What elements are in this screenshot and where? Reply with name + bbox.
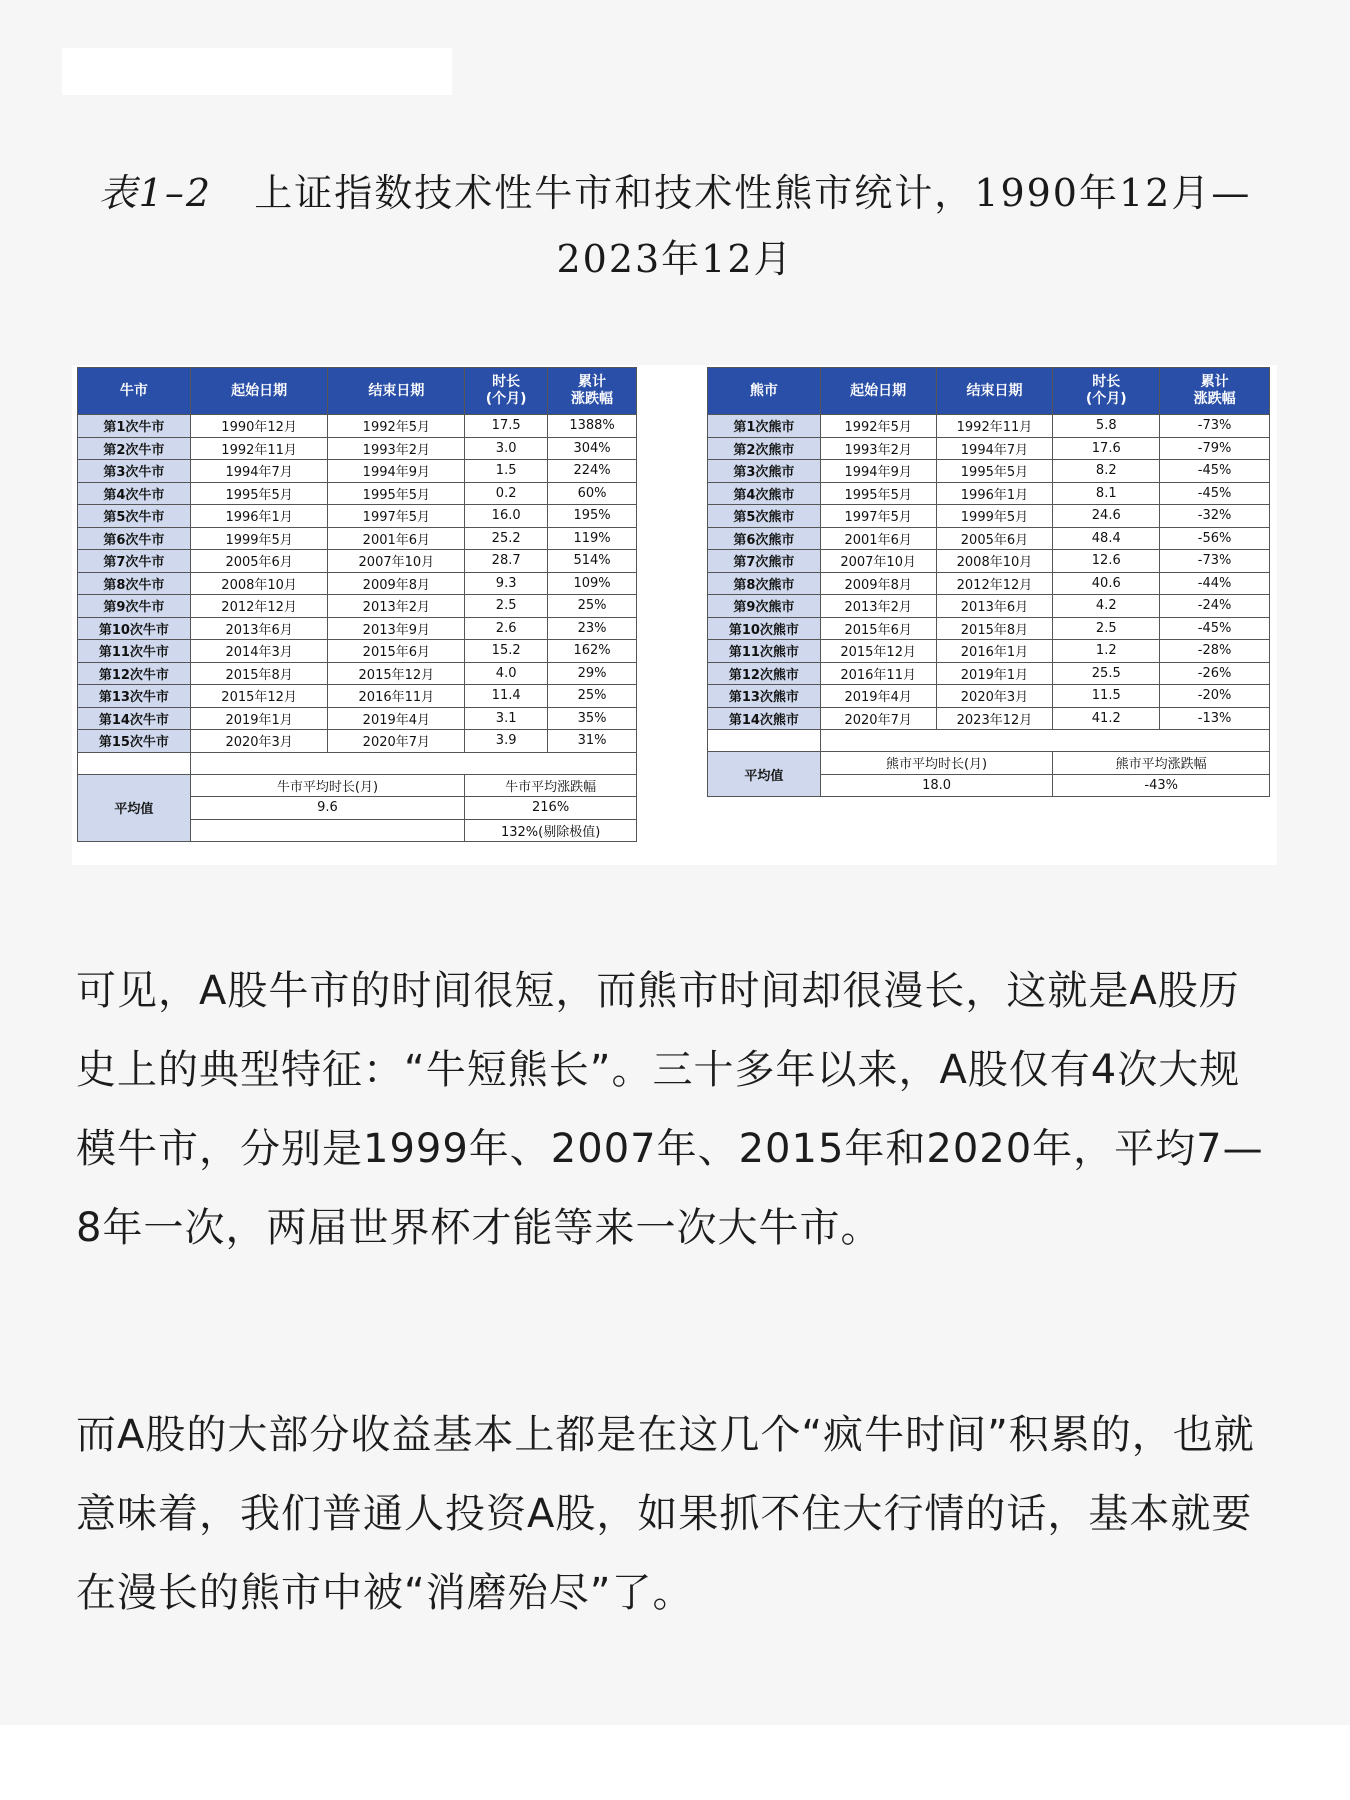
table-row	[78, 730, 637, 753]
table-cell: 2005年6月	[936, 527, 1053, 550]
spacer-row	[78, 752, 637, 774]
average-header-row	[78, 774, 637, 797]
table-cell: 2015年12月	[190, 685, 328, 708]
average-return-excl-value: 132%(剔除极值)	[465, 819, 637, 842]
table-row	[78, 640, 637, 663]
row-label: 第11次牛市	[78, 640, 191, 663]
table-row	[708, 707, 1270, 730]
table-row	[708, 527, 1270, 550]
average-return-value: 216%	[465, 797, 637, 820]
table-cell: 1992年5月	[328, 415, 465, 438]
spacer-cell	[190, 752, 636, 774]
row-label: 第11次熊市	[708, 640, 821, 663]
row-label: 第2次熊市	[708, 437, 821, 460]
column-header: 起始日期	[190, 368, 328, 415]
column-header: 时长 (个月)	[465, 368, 548, 415]
table-cell: 1995年5月	[936, 460, 1053, 483]
row-label: 第1次熊市	[708, 415, 821, 438]
table-cell: -45%	[1160, 482, 1270, 505]
table-cell: 2.5	[465, 595, 548, 618]
table-row	[708, 662, 1270, 685]
table-cell: 2015年8月	[190, 662, 328, 685]
table-cell: 1993年2月	[820, 437, 936, 460]
table-cell: 16.0	[465, 505, 548, 528]
table-cell: 3.0	[465, 437, 548, 460]
table-cell: 24.6	[1053, 505, 1160, 528]
row-label: 第8次牛市	[78, 572, 191, 595]
table-cell: -24%	[1160, 595, 1270, 618]
row-label: 第9次熊市	[708, 595, 821, 618]
table-cell: 2020年3月	[936, 685, 1053, 708]
row-label: 第7次牛市	[78, 550, 191, 573]
table-cell: 2.5	[1053, 617, 1160, 640]
table-cell: 17.6	[1053, 437, 1160, 460]
table-cell: 2012年12月	[190, 595, 328, 618]
table-cell: 304%	[548, 437, 637, 460]
table-row	[708, 572, 1270, 595]
table-row	[78, 685, 637, 708]
bull-header-row	[78, 368, 637, 415]
table-cell: 2015年6月	[328, 640, 465, 663]
column-header: 结束日期	[328, 368, 465, 415]
row-label: 第9次牛市	[78, 595, 191, 618]
table-cell: 2015年12月	[328, 662, 465, 685]
bear-table-body	[708, 415, 1270, 797]
table-cell: 1994年7月	[936, 437, 1053, 460]
spacer-cell	[708, 730, 821, 752]
table-row	[78, 572, 637, 595]
table-row	[78, 505, 637, 528]
table-row	[78, 527, 637, 550]
spacer-cell	[78, 752, 191, 774]
table-cell: 2008年10月	[936, 550, 1053, 573]
table-cell: 1992年11月	[936, 415, 1053, 438]
column-header: 累计 涨跌幅	[548, 368, 637, 415]
table-cell: 2013年6月	[936, 595, 1053, 618]
table-cell: 1996年1月	[936, 482, 1053, 505]
row-label: 第13次牛市	[78, 685, 191, 708]
table-cell: -28%	[1160, 640, 1270, 663]
average-duration-value: 9.6	[190, 797, 464, 820]
table-cell: 2008年10月	[190, 572, 328, 595]
row-label: 第14次熊市	[708, 707, 821, 730]
table-cell: 25.5	[1053, 662, 1160, 685]
table-row	[78, 460, 637, 483]
table-cell: 2019年4月	[328, 707, 465, 730]
table-cell: 1992年5月	[820, 415, 936, 438]
table-cell: 17.5	[465, 415, 548, 438]
table-cell: -20%	[1160, 685, 1270, 708]
table-cell: 162%	[548, 640, 637, 663]
table-cell: -73%	[1160, 550, 1270, 573]
table-caption	[70, 160, 1280, 292]
table-cell: -26%	[1160, 662, 1270, 685]
table-cell: 1999年5月	[936, 505, 1053, 528]
row-label: 第8次熊市	[708, 572, 821, 595]
table-row	[78, 550, 637, 573]
table-cell: 1990年12月	[190, 415, 328, 438]
table-cell: 2007年10月	[820, 550, 936, 573]
table-cell: 2016年1月	[936, 640, 1053, 663]
column-header: 累计 涨跌幅	[1160, 368, 1270, 415]
table-cell: 2019年1月	[936, 662, 1053, 685]
body-paragraph-1: 可见，A股牛市的时间很短，而熊市时间却很漫长，这就是A股历史上的典型特征：“牛短熊长”。三十多年以来，A股仅有4次大规模牛市，分别是1999年、2007年、2015年和2020年，平均7—8年一次，两届世界杯才能等来一次大牛市。	[76, 968, 1264, 1251]
table-cell: 23%	[548, 617, 637, 640]
table-row	[78, 437, 637, 460]
row-label: 第10次牛市	[78, 617, 191, 640]
table-cell: 1.2	[1053, 640, 1160, 663]
row-label: 第2次牛市	[78, 437, 191, 460]
table-cell: 4.0	[465, 662, 548, 685]
body-paragraph-2: 而A股的大部分收益基本上都是在这几个“疯牛时间”积累的，也就意味着，我们普通人投资A股，如果抓不住大行情的话，基本就要在漫长的熊市中被“消磨殆尽”了。	[76, 1412, 1255, 1616]
table-cell: -73%	[1160, 415, 1270, 438]
spacer-cell	[820, 730, 1269, 752]
table-cell: 29%	[548, 662, 637, 685]
table-cell: 2013年6月	[190, 617, 328, 640]
table-row	[708, 550, 1270, 573]
table-row	[708, 685, 1270, 708]
table-row	[78, 415, 637, 438]
empty-cell	[190, 819, 464, 842]
table-cell: -45%	[1160, 617, 1270, 640]
table-row	[708, 482, 1270, 505]
average-return-label: 熊市平均涨跌幅	[1053, 752, 1270, 775]
average-label: 平均值	[708, 752, 821, 797]
table-cell: 1996年1月	[190, 505, 328, 528]
row-label: 第12次牛市	[78, 662, 191, 685]
table-cell: 25%	[548, 685, 637, 708]
average-return-value: -43%	[1053, 774, 1270, 797]
table-cell: 1997年5月	[820, 505, 936, 528]
table-cell: 0.2	[465, 482, 548, 505]
table-cell: 28.7	[465, 550, 548, 573]
row-label: 第5次牛市	[78, 505, 191, 528]
column-header: 牛市	[78, 368, 191, 415]
row-label: 第10次熊市	[708, 617, 821, 640]
table-row	[708, 437, 1270, 460]
table-cell: 1995年5月	[328, 482, 465, 505]
table-row	[708, 460, 1270, 483]
table-cell: 2015年6月	[820, 617, 936, 640]
table-row	[708, 617, 1270, 640]
bear-market-table	[707, 367, 1270, 797]
table-cell: 2019年4月	[820, 685, 936, 708]
table-cell: 3.1	[465, 707, 548, 730]
table-cell: 8.2	[1053, 460, 1160, 483]
row-label: 第14次牛市	[78, 707, 191, 730]
table-cell: 2009年8月	[328, 572, 465, 595]
table-cell: 12.6	[1053, 550, 1160, 573]
caption-prefix: 表1–2	[98, 171, 213, 215]
table-cell: 2020年3月	[190, 730, 328, 753]
table-cell: 2014年3月	[190, 640, 328, 663]
table-cell: 224%	[548, 460, 637, 483]
table-row	[78, 482, 637, 505]
table-cell: 2015年12月	[820, 640, 936, 663]
table-cell: 2020年7月	[328, 730, 465, 753]
table-cell: 1992年11月	[190, 437, 328, 460]
table-cell: 15.2	[465, 640, 548, 663]
average-return-label: 牛市平均涨跌幅	[465, 774, 637, 797]
table-cell: 119%	[548, 527, 637, 550]
table-cell: 3.9	[465, 730, 548, 753]
table-cell: 2012年12月	[936, 572, 1053, 595]
table-row	[708, 505, 1270, 528]
table-cell: 60%	[548, 482, 637, 505]
average-label: 平均值	[78, 774, 191, 842]
table-cell: 48.4	[1053, 527, 1160, 550]
table-cell: 1994年9月	[328, 460, 465, 483]
blank-banner	[62, 48, 452, 95]
table-cell: 2016年11月	[820, 662, 936, 685]
spacer-row	[708, 730, 1270, 752]
tables-figure	[72, 365, 1277, 865]
table-cell: 195%	[548, 505, 637, 528]
table-row	[78, 595, 637, 618]
table-cell: 40.6	[1053, 572, 1160, 595]
table-cell: 5.8	[1053, 415, 1160, 438]
table-row	[708, 640, 1270, 663]
table-cell: 9.3	[465, 572, 548, 595]
bear-header-row	[708, 368, 1270, 415]
table-cell: 2013年9月	[328, 617, 465, 640]
column-header: 熊市	[708, 368, 821, 415]
row-label: 第3次牛市	[78, 460, 191, 483]
table-cell: 1.5	[465, 460, 548, 483]
table-cell: 1999年5月	[190, 527, 328, 550]
table-cell: 31%	[548, 730, 637, 753]
table-cell: 4.2	[1053, 595, 1160, 618]
table-cell: 8.1	[1053, 482, 1160, 505]
table-cell: 514%	[548, 550, 637, 573]
table-cell: 11.4	[465, 685, 548, 708]
bear-table-header	[708, 368, 1270, 415]
row-label: 第7次熊市	[708, 550, 821, 573]
table-cell: 2001年6月	[328, 527, 465, 550]
table-cell: 25.2	[465, 527, 548, 550]
table-cell: -79%	[1160, 437, 1270, 460]
table-cell: 2.6	[465, 617, 548, 640]
table-row	[708, 415, 1270, 438]
table-cell: 2009年8月	[820, 572, 936, 595]
table-cell: -32%	[1160, 505, 1270, 528]
table-cell: 2016年11月	[328, 685, 465, 708]
row-label: 第13次熊市	[708, 685, 821, 708]
table-cell: 2020年7月	[820, 707, 936, 730]
table-cell: 11.5	[1053, 685, 1160, 708]
table-cell: 2013年2月	[328, 595, 465, 618]
column-header: 时长 (个月)	[1053, 368, 1160, 415]
table-cell: 1997年5月	[328, 505, 465, 528]
row-label: 第4次牛市	[78, 482, 191, 505]
column-header: 结束日期	[936, 368, 1053, 415]
table-cell: 1995年5月	[820, 482, 936, 505]
table-row	[78, 617, 637, 640]
caption-title: 上证指数技术性牛市和技术性熊市统计，1990年12月—2023年12月	[254, 171, 1252, 281]
table-cell: 2013年2月	[820, 595, 936, 618]
table-cell: -44%	[1160, 572, 1270, 595]
table-cell: 2023年12月	[936, 707, 1053, 730]
table-cell: 1994年9月	[820, 460, 936, 483]
average-duration-label: 熊市平均时长(月)	[820, 752, 1053, 775]
table-cell: 1993年2月	[328, 437, 465, 460]
table-cell: 2001年6月	[820, 527, 936, 550]
column-header: 起始日期	[820, 368, 936, 415]
table-cell: 25%	[548, 595, 637, 618]
table-cell: -56%	[1160, 527, 1270, 550]
row-label: 第4次熊市	[708, 482, 821, 505]
table-cell: 2007年10月	[328, 550, 465, 573]
row-label: 第15次牛市	[78, 730, 191, 753]
average-duration-value: 18.0	[820, 774, 1053, 797]
row-label: 第3次熊市	[708, 460, 821, 483]
table-cell: 1995年5月	[190, 482, 328, 505]
average-header-row	[708, 752, 1270, 775]
row-label: 第6次熊市	[708, 527, 821, 550]
table-cell: 109%	[548, 572, 637, 595]
table-row	[78, 662, 637, 685]
average-duration-label: 牛市平均时长(月)	[190, 774, 464, 797]
table-cell: 41.2	[1053, 707, 1160, 730]
row-label: 第5次熊市	[708, 505, 821, 528]
table-row	[708, 595, 1270, 618]
bull-market-table	[77, 367, 637, 842]
table-cell: 1994年7月	[190, 460, 328, 483]
table-cell: 1388%	[548, 415, 637, 438]
table-cell: 2015年8月	[936, 617, 1053, 640]
table-cell: 2005年6月	[190, 550, 328, 573]
table-cell: 2019年1月	[190, 707, 328, 730]
bull-table-body	[78, 415, 637, 842]
table-cell: 35%	[548, 707, 637, 730]
row-label: 第1次牛市	[78, 415, 191, 438]
bull-table-header	[78, 368, 637, 415]
row-label: 第12次熊市	[708, 662, 821, 685]
table-row	[78, 707, 637, 730]
table-cell: -45%	[1160, 460, 1270, 483]
table-cell: -13%	[1160, 707, 1270, 730]
row-label: 第6次牛市	[78, 527, 191, 550]
